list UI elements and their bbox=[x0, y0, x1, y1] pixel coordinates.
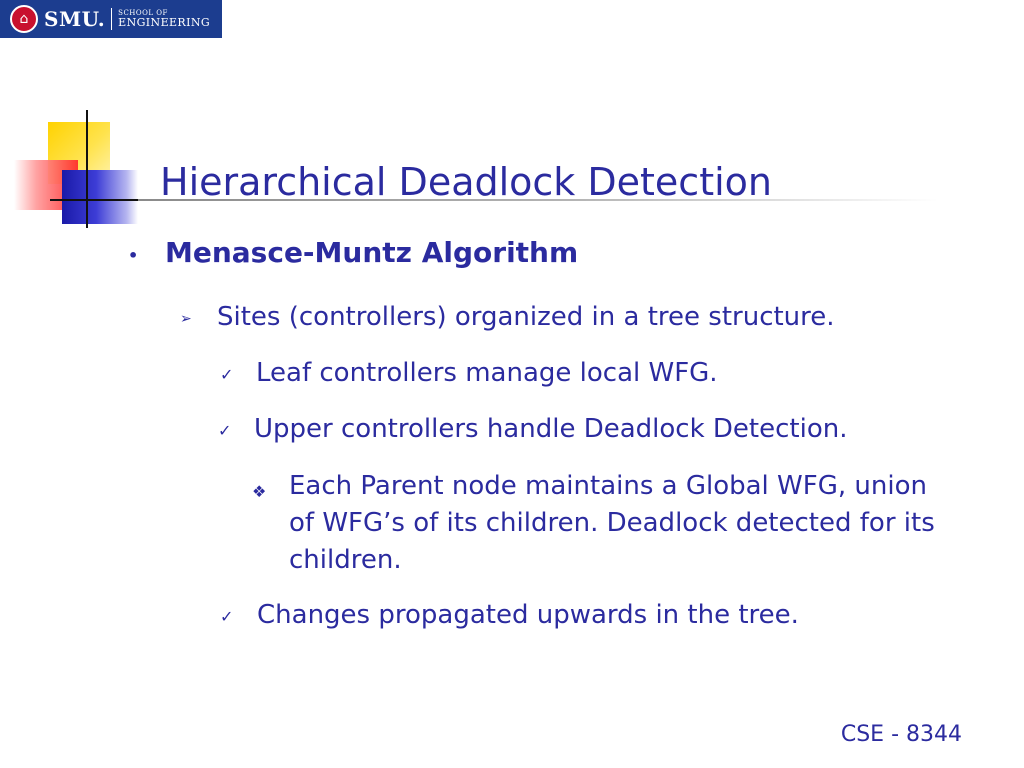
diamond-parent-node bbox=[252, 468, 942, 579]
check-leaf-controllers-text: Leaf controllers manage local WFG. bbox=[256, 358, 718, 388]
decor-horizontal-line bbox=[50, 199, 140, 201]
bullet-algorithm bbox=[128, 236, 578, 269]
bullet-sites-text: Sites (controllers) organized in a tree structure. bbox=[217, 302, 835, 332]
logo-school-text bbox=[118, 10, 210, 29]
check-upper-controllers-text: Upper controllers handle Deadlock Detection. bbox=[254, 414, 848, 444]
footer-course-code: CSE - 8344 bbox=[840, 722, 962, 747]
check-upper-controllers bbox=[218, 414, 847, 444]
logo-school-line1: SCHOOL OF bbox=[118, 8, 168, 17]
bullet-dot-icon: • bbox=[128, 246, 139, 265]
checkmark-icon: ✓ bbox=[218, 421, 232, 440]
smu-engineering-logo bbox=[0, 0, 222, 38]
decor-vertical-line bbox=[86, 110, 88, 228]
logo-divider bbox=[111, 8, 112, 30]
decor-blue-square bbox=[62, 170, 138, 224]
arrow-bullet-icon: ➢ bbox=[180, 311, 192, 327]
logo-smu-text: SMU. bbox=[44, 7, 106, 31]
bullet-algorithm-text: Menasce-Muntz Algorithm bbox=[165, 236, 579, 269]
checkmark-icon: ✓ bbox=[220, 607, 234, 626]
logo-school-line2: ENGINEERING bbox=[118, 15, 211, 29]
diamond-bullet-icon: ❖ bbox=[252, 482, 267, 501]
diamond-parent-node-text: Each Parent node maintains a Global WFG, union of WFG’s of its children. Deadlock detected for its children. bbox=[289, 471, 935, 575]
smu-seal-icon: ⌂ bbox=[10, 5, 38, 33]
check-changes-propagated-text: Changes propagated upwards in the tree. bbox=[257, 600, 799, 630]
checkmark-icon: ✓ bbox=[220, 365, 234, 384]
bullet-sites bbox=[180, 302, 835, 332]
check-leaf-controllers bbox=[220, 358, 718, 388]
slide-title: Hierarchical Deadlock Detection bbox=[160, 160, 772, 204]
check-changes-propagated bbox=[220, 600, 799, 630]
